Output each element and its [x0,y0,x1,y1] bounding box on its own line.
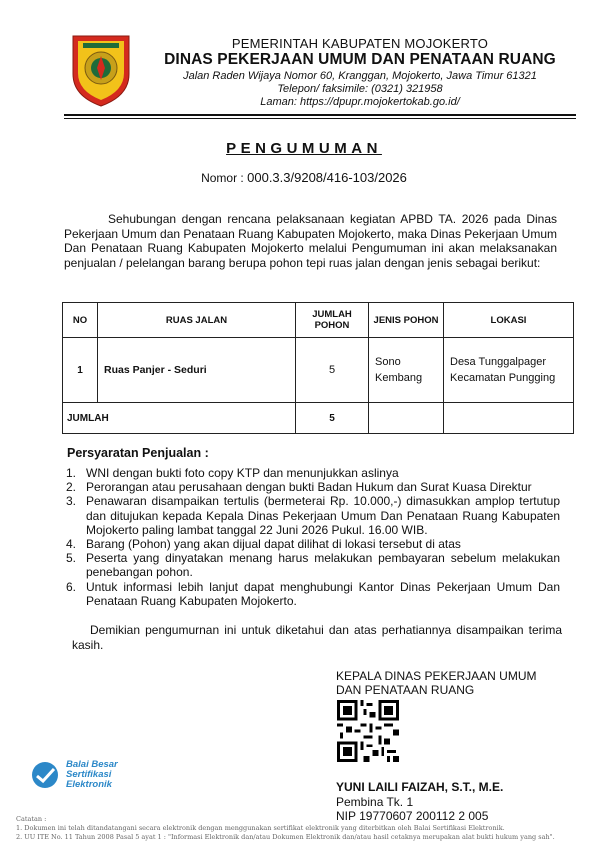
jenis-line-2: Kembang [375,372,423,384]
total-empty-cell [369,403,444,434]
header-website: Laman: https://dpupr.mojokertokab.go.id/ [260,96,460,108]
footnote-2: 2. UU ITE No. 11 Tahun 2008 Pasal 5 ayat 1 : "Informasi Elektronik dan/atau Dokumen Elektronik dan/atau hasil cetaknya merupakan alat bukti hukum yang sah". [16,833,555,841]
lokasi-line-2: Kecamatan Pungging [450,372,556,384]
cell-jumlah: 5 [296,338,369,403]
list-item: 3. Penawaran disampaikan tertulis (bermeterai Rp. 10.000,-) dimasukkan amplop tertutup dan ditujukan kepada Kepala Dinas Pekerjaan Umum Dan Penataan Ruang Kabupaten Mojokerto paling lambat tanggal 22 Juni 2026 Pukul. 16.00 WIB. [66,494,560,537]
requirements-list [66,466,560,608]
signature-qr-code-icon [337,700,399,762]
bsre-logo-icon [30,760,64,790]
col-header-no: NO [63,303,98,338]
total-label: JUMLAH [63,403,296,434]
intro-paragraph: Sehubungan dengan rencana pelaksanaan kegiatan APBD TA. 2026 pada Dinas Pekerjaan Umum dan Penataan Ruang Kabupaten Mojokerto, maka Dinas Pekerjaan Umum Dan Penataan Ruang Kabupaten Mojokerto melalui Pengumuman ini akan melaksanakan penjualan / pelelangan barang berupa pohon tepi ruas jalan dengan jenis sebagai berikut: [64,212,557,270]
cell-ruas: Ruas Panjer - Seduri [98,338,296,403]
cell-lokasi [444,338,574,403]
header-divider-thin [64,118,576,119]
footnote-label: Catatan : [16,815,47,823]
total-value: 5 [296,403,369,434]
document-number [0,170,608,185]
cell-no: 1 [63,338,98,403]
closing-paragraph: Demikian pengumurnan ini untuk diketahui dan atas perhatiannya disampaikan terima kasih. [72,623,562,652]
jenis-line-1: Sono [375,356,401,368]
tree-sale-table [62,302,574,434]
nomor-label: Nomor : [201,171,244,185]
list-item: 1. WNI dengan bukti foto copy KTP dan menunjukkan aslinya [66,466,399,480]
header-divider [64,114,576,116]
footnotes [16,815,555,842]
header-phone: Telepon/ faksimile: (0321) 321958 [277,83,443,95]
col-header-ruas: RUAS JALAN [98,303,296,338]
position-line-2: DAN PENATAAN RUANG [336,683,475,697]
position-line-1: KEPALA DINAS PEKERJAAN UMUM [336,669,537,683]
signer-rank: Pembina Tk. 1 [336,795,414,809]
table-row [63,338,574,403]
kabupaten-mojokerto-emblem-icon [69,30,133,108]
table-total-row [63,403,574,434]
page-title: PENGUMUMAN [226,140,382,157]
header-agency-name: DINAS PEKERJAAN UMUM DAN PENATAAN RUANG [164,51,556,68]
header-government-name: PEMERINTAH KABUPATEN MOJOKERTO [231,36,489,51]
nomor-value: 000.3.3/9208/416-103/2026 [247,170,407,185]
signer-name: YUNI LAILI FAIZAH, S.T., M.E. [336,780,504,794]
requirements-title: Persyaratan Penjualan : [67,446,209,460]
footnote-1: 1. Dokumen ini telah ditandatangani secara elektronik dengan menggunakan sertifikat elektronik yang diterbitkan oleh Balai Sertifikasi Elektronik. [16,824,505,832]
list-item: 6. Untuk informasi lebih lanjut dapat menghubungi Kantor Dinas Pekerjaan Umum Dan Penataan Ruang Kabupaten Mojokerto. [66,579,560,608]
cell-jenis [369,338,444,403]
list-item: 4. Barang (Pohon) yang akan dijual dapat dilihat di lokasi tersebut di atas [66,537,461,552]
col-header-jenis: JENIS POHON [369,303,444,338]
col-header-lokasi: LOKASI [444,303,574,338]
table-header-row [63,303,574,338]
signature-position [336,669,537,697]
signer-nip: NIP 19770607 200112 2 005 [336,809,489,823]
header-address: Jalan Raden Wijaya Nomor 60, Kranggan, Mojokerto, Jawa Timur 61321 [183,70,537,82]
bsre-logo-text: Balai Besar Sertifikasi Elektronik [66,759,118,790]
lokasi-line-1: Desa Tunggalpager [450,356,547,368]
total-empty-cell [444,403,574,434]
col-header-jumlah: JUMLAH POHON [296,303,369,338]
list-item: 2. Perorangan atau perusahaan dengan bukti Badan Hukum dan Surat Kuasa Direktur [66,480,532,495]
list-item: 5. Peserta yang dinyatakan menang harus melakukan pembayaran sebelum melakukan penebangan pohon. [66,551,560,580]
